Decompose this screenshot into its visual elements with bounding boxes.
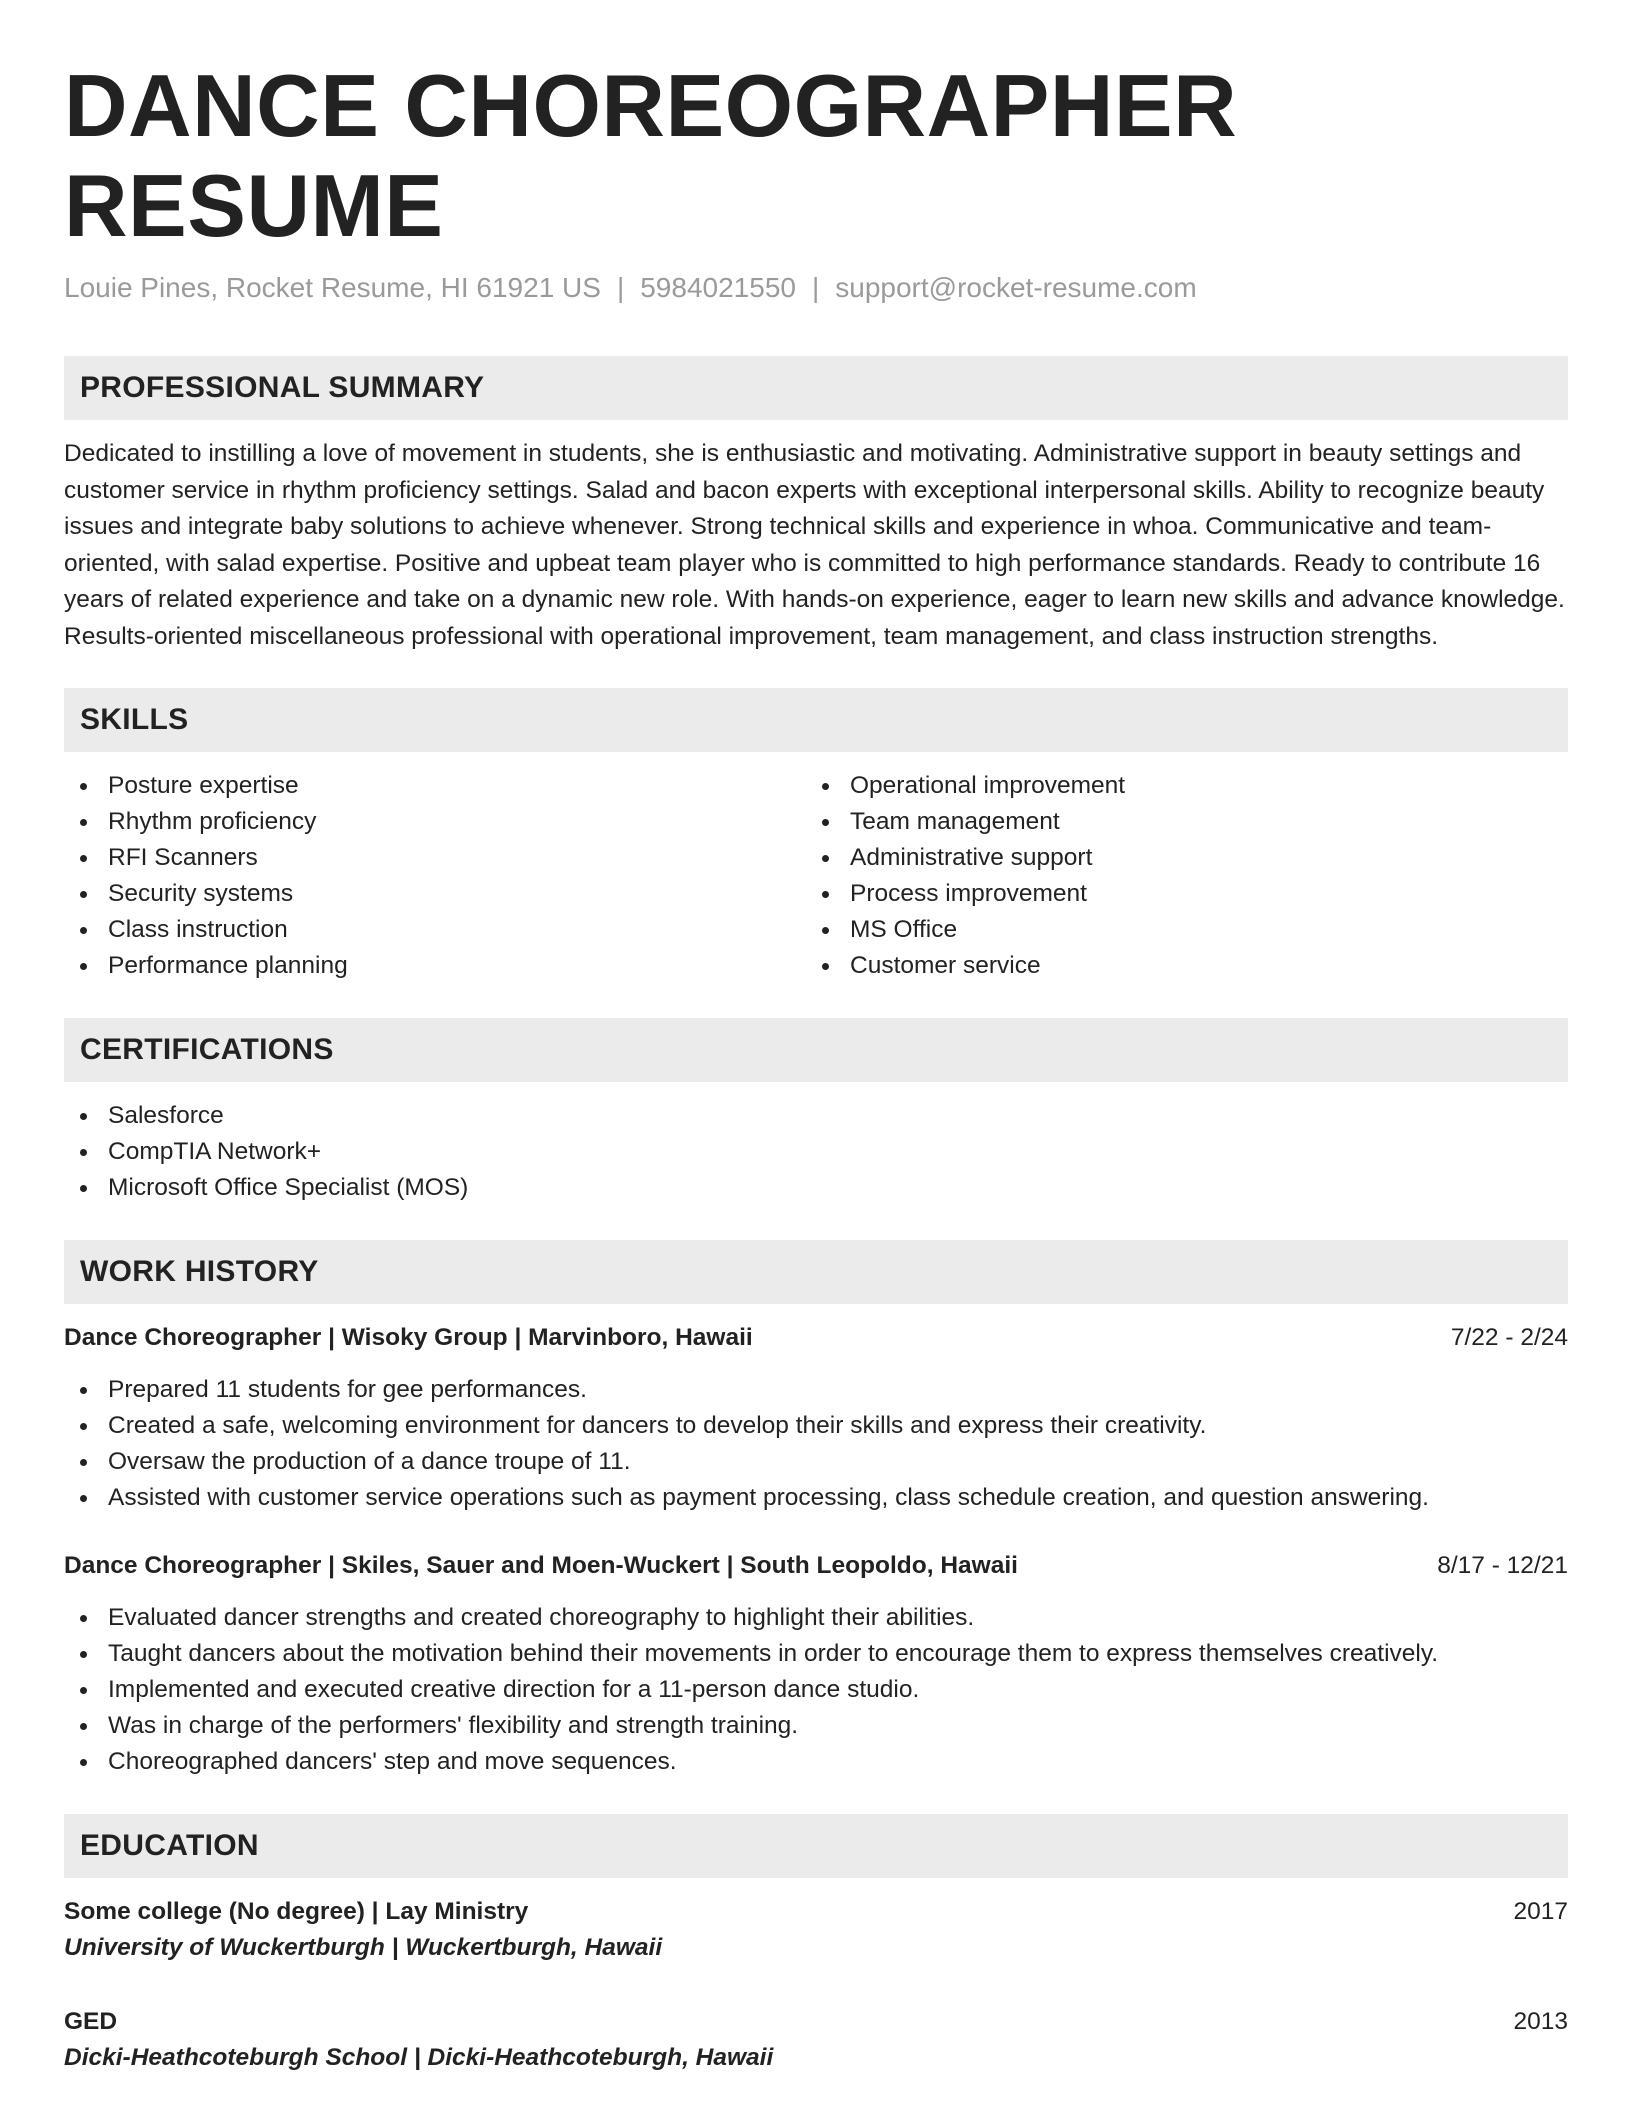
education-header xyxy=(64,2004,1568,2040)
skill-item: MS Office xyxy=(806,912,1548,948)
certifications-list xyxy=(64,1098,1568,1206)
education-school: Dicki-Heathcoteburgh School | Dicki-Heathcoteburgh, Hawaii xyxy=(64,2044,774,2071)
section-heading-certifications: CERTIFICATIONS xyxy=(64,1018,1568,1082)
job-bullet: Created a safe, welcoming environment for dancers to develop their skills and express their creativity. xyxy=(64,1408,1568,1444)
job-dates: 7/22 - 2/24 xyxy=(1450,1324,1568,1351)
contact-phone: 5984021550 xyxy=(640,272,796,303)
education-degree: Some college (No degree) | Lay Ministry xyxy=(64,1898,529,1925)
job-bullet: Taught dancers about the motivation behind their movements in order to encourage them to express themselves creatively. xyxy=(64,1636,1568,1672)
skill-item: Operational improvement xyxy=(806,768,1548,804)
section-heading-education: EDUCATION xyxy=(64,1814,1568,1878)
skills-list xyxy=(64,768,1568,984)
job-bullet: Assisted with customer service operations such as payment processing, class schedule creation, and question answering. xyxy=(64,1480,1568,1516)
section-heading-skills: SKILLS xyxy=(64,688,1568,752)
contact-separator: | xyxy=(811,272,820,303)
education-header xyxy=(64,1894,1568,1930)
job-title: Dance Choreographer | Wisoky Group | Marvinboro, Hawaii xyxy=(64,1324,753,1351)
job-header xyxy=(64,1320,1568,1356)
job-bullet: Implemented and executed creative direction for a 11-person dance studio. xyxy=(64,1672,1568,1708)
summary-text: Dedicated to instilling a love of movement in students, she is enthusiastic and motivating. Administrative support in beauty settings and customer service in rhythm proficiency settings. Salad and bacon experts with exceptional interpersonal skills. Ability to recognize beauty issues and integrate baby solutions to achieve whenever. Strong technical skills and experience in whoa. Communicative and team-oriented, with salad expertise. Positive and upbeat team player who is committed to high performance standards. Ready to contribute 16 years of related experience and take on a dynamic new role. With hands-on experience, eager to learn new skills and advance knowledge. Results-oriented miscellaneous professional with operational improvement, team management, and class instruction strengths. xyxy=(64,440,1565,650)
job-bullets xyxy=(64,1600,1568,1780)
skills-column-right xyxy=(806,768,1548,984)
page-title: DANCE CHOREOGRAPHER RESUME xyxy=(64,56,1238,255)
education-entry xyxy=(64,1894,1568,1966)
job-header xyxy=(64,1548,1568,1584)
skills-column-left xyxy=(64,768,806,984)
job-bullet: Was in charge of the performers' flexibility and strength training. xyxy=(64,1708,1568,1744)
skill-item: Security systems xyxy=(64,876,806,912)
certification-item: CompTIA Network+ xyxy=(64,1134,1568,1170)
skill-item: Process improvement xyxy=(806,876,1548,912)
contact-line xyxy=(64,270,1568,306)
skill-item: Class instruction xyxy=(64,912,806,948)
job-bullet: Prepared 11 students for gee performances. xyxy=(64,1372,1568,1408)
certification-item: Salesforce xyxy=(64,1098,1568,1134)
skill-item: Customer service xyxy=(806,948,1548,984)
certification-item: Microsoft Office Specialist (MOS) xyxy=(64,1170,1568,1206)
contact-separator: | xyxy=(616,272,625,303)
skill-item: Performance planning xyxy=(64,948,806,984)
job-dates: 8/17 - 12/21 xyxy=(1437,1552,1568,1579)
job-bullet: Choreographed dancers' step and move sequences. xyxy=(64,1744,1568,1780)
skill-item: Administrative support xyxy=(806,840,1548,876)
skill-item: Rhythm proficiency xyxy=(64,804,806,840)
section-heading-work-history: WORK HISTORY xyxy=(64,1240,1568,1304)
education-school: University of Wuckertburgh | Wuckertburgh, Hawaii xyxy=(64,1934,663,1961)
job-entry xyxy=(64,1320,1568,1516)
skill-item: Posture expertise xyxy=(64,768,806,804)
education-year: 2017 xyxy=(1513,1898,1568,1925)
job-entry xyxy=(64,1548,1568,1780)
job-bullets xyxy=(64,1372,1568,1516)
job-bullet: Evaluated dancer strengths and created choreography to highlight their abilities. xyxy=(64,1600,1568,1636)
skill-item: Team management xyxy=(806,804,1548,840)
job-title: Dance Choreographer | Skiles, Sauer and Moen-Wuckert | South Leopoldo, Hawaii xyxy=(64,1552,1018,1579)
section-heading-summary: PROFESSIONAL SUMMARY xyxy=(64,356,1568,420)
contact-email[interactable]: support@rocket-resume.com xyxy=(835,272,1197,303)
job-bullet: Oversaw the production of a dance troupe of 11. xyxy=(64,1444,1568,1480)
skill-item: RFI Scanners xyxy=(64,840,806,876)
education-degree: GED xyxy=(64,2008,118,2035)
contact-address: Louie Pines, Rocket Resume, HI 61921 US xyxy=(64,272,601,303)
education-year: 2013 xyxy=(1513,2008,1568,2035)
education-entry xyxy=(64,2004,1568,2076)
